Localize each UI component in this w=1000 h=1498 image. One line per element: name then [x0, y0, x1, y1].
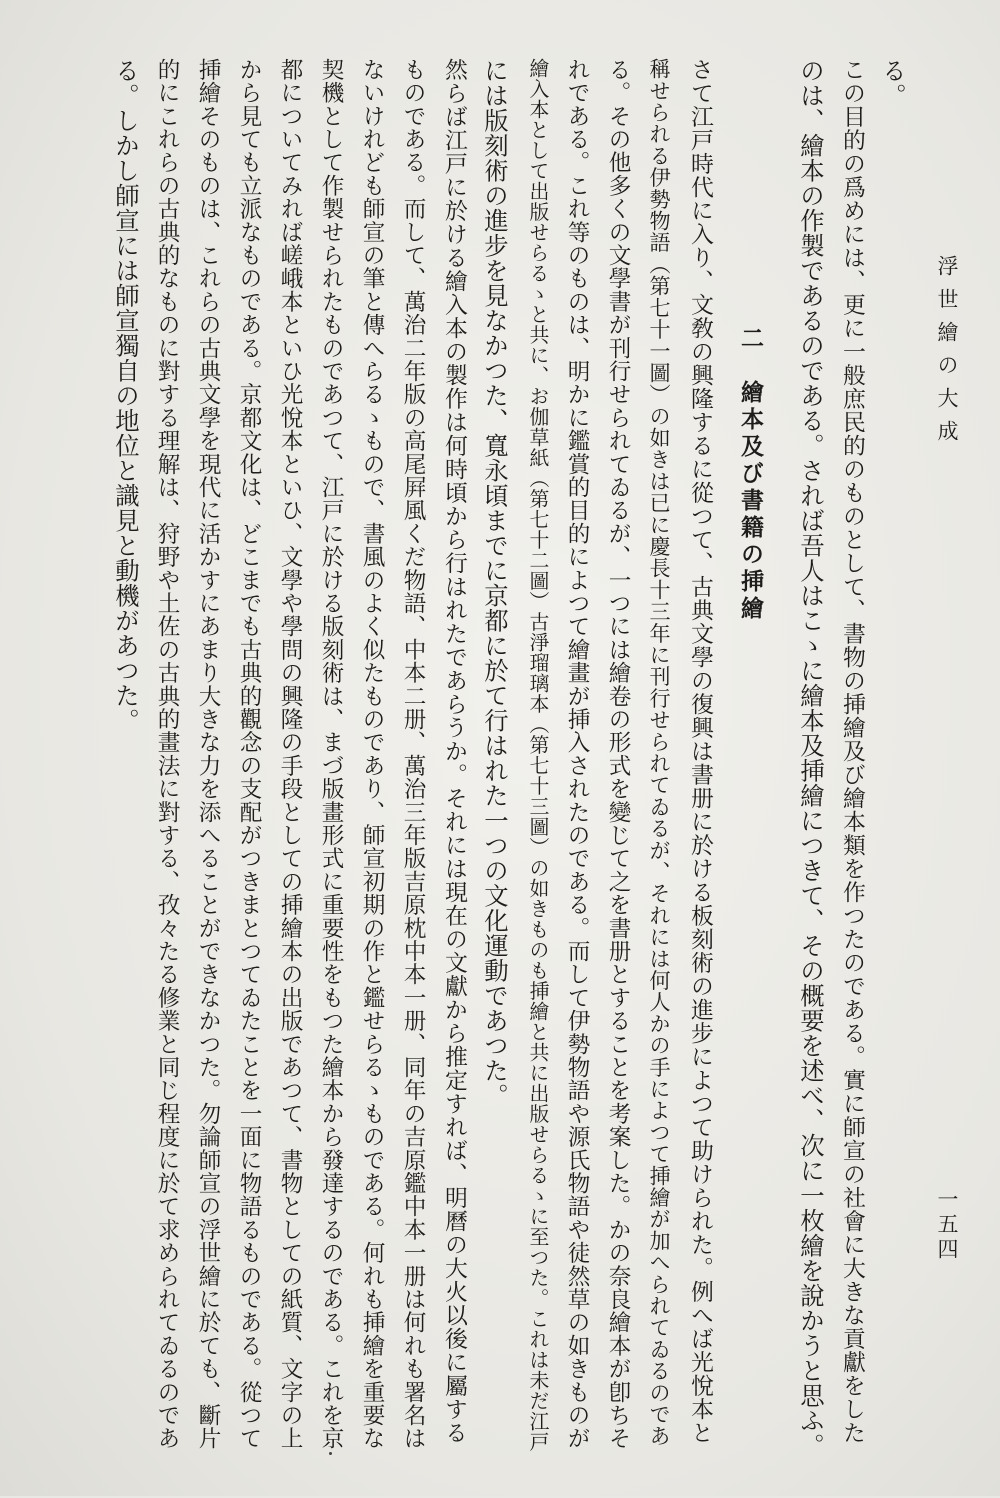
text-line: のは、繪本の作製であるのである。されば吾人はこゝに繪本及挿繪につきて、その概要を述べ、次に一枚繪を說かうと思ふ。	[796, 58, 825, 1458]
text-line: には版刻術の進步を見なかつた、寬永頃までに京都に於て行はれた一つの文化運動であつた。	[480, 58, 509, 1108]
running-title: 浮世繪の大成	[935, 255, 959, 453]
body-text	[44, 58, 907, 1498]
text-line: 的にこれらの古典的なものに對する理解は、狩野や土佐の古典的畫法に對する、孜々たる修業と同じ程度に於て求められてゐるのであ	[154, 58, 180, 1450]
page-number: 一五四	[935, 1188, 959, 1263]
text-line: 然らば江戸に於ける繪入本の製作は何時頃から行はれたであらうか。それには現在の文獻から推定すれば、明曆の大火以後に屬する	[441, 58, 467, 1445]
text-line: る。その他多くの文學書が刊行せられてゐるが、一つには繪卷の形式を變じて之を書册とすることを考案した。かの奈良繪本が卽ちそ	[605, 58, 631, 1450]
text-line: れである。これ等のものは、明かに鑑賞的目的によつて繪畫が挿入されたのである。而して伊勢物語や源氏物語や徒然草の如きものが	[564, 58, 590, 1450]
text-line: る。	[878, 58, 907, 108]
text-line: 契機として作製せられたものであつて、江戸に於ける版刻術は、まづ版畫形式に重要性をもつた繪本から發達するのである。これを京	[318, 58, 344, 1450]
text-line: 繪入本として出版せらるゝと共に、お伽草紙（第七十二圖）古淨瑠璃本（第七十三圖）の如きものも挿繪と共に出版せらるゝに至つた。これは未だ江戸	[526, 58, 549, 1452]
text-line: 稱せられる伊勢物語（第七十一圖）の如きは已に慶長十三年に刊行せられてゐるが、それには何人かの手によつて挿繪が加へられてゐるのであ	[647, 58, 672, 1447]
text-line: る。しかし師宣には師宣獨自の地位と識見と動機があつた。	[111, 58, 140, 733]
text-line: ないけれども師宣の筆と傳へらるゝもので、書風のよく似たものであり、師宣初期の作と鑑せらるゝものである。何れも挿繪を重要な	[359, 58, 385, 1450]
text-line: ものである。而して、萬治二年版の高尾屛風くだ物語、中本二册、萬治三年版吉原枕中本一册、同年の吉原鑑中本一册は何れも署名は	[400, 58, 426, 1450]
section-heading: 二 繪本及び書籍の挿繪	[737, 326, 764, 623]
text-line: この目的の爲めには、更に一般庶民的のものとして、書物の挿繪及び繪本類を作つたのである。實に師宣の社會に大きな貢獻をした	[839, 58, 865, 1445]
text-line: 挿繪そのものは、これらの古典文學を現代に活かすにあまり大きな力を添へることができなかつた。勿論師宣の浮世繪に於ても、斷片	[195, 58, 221, 1450]
text-line: から見ても立派なものである。京都文化は、どこまでも古典的觀念の支配がつきまとつてゐたことを一面に物語るものである。從つて	[236, 58, 262, 1450]
paper-speck	[329, 1452, 332, 1455]
text-line: 都についてみれば嵯峨本といひ光悅本といひ、文學や學問の興隆の手段としての挿繪本の出版であつて、書物としての紙質、文字の上	[277, 58, 303, 1450]
text-line: さて江戸時代に入り、文敎の興隆するに從つて、古典文學の復興は書册に於ける板刻術の進步によつて助けられた。例へば光悅本と	[687, 58, 713, 1445]
